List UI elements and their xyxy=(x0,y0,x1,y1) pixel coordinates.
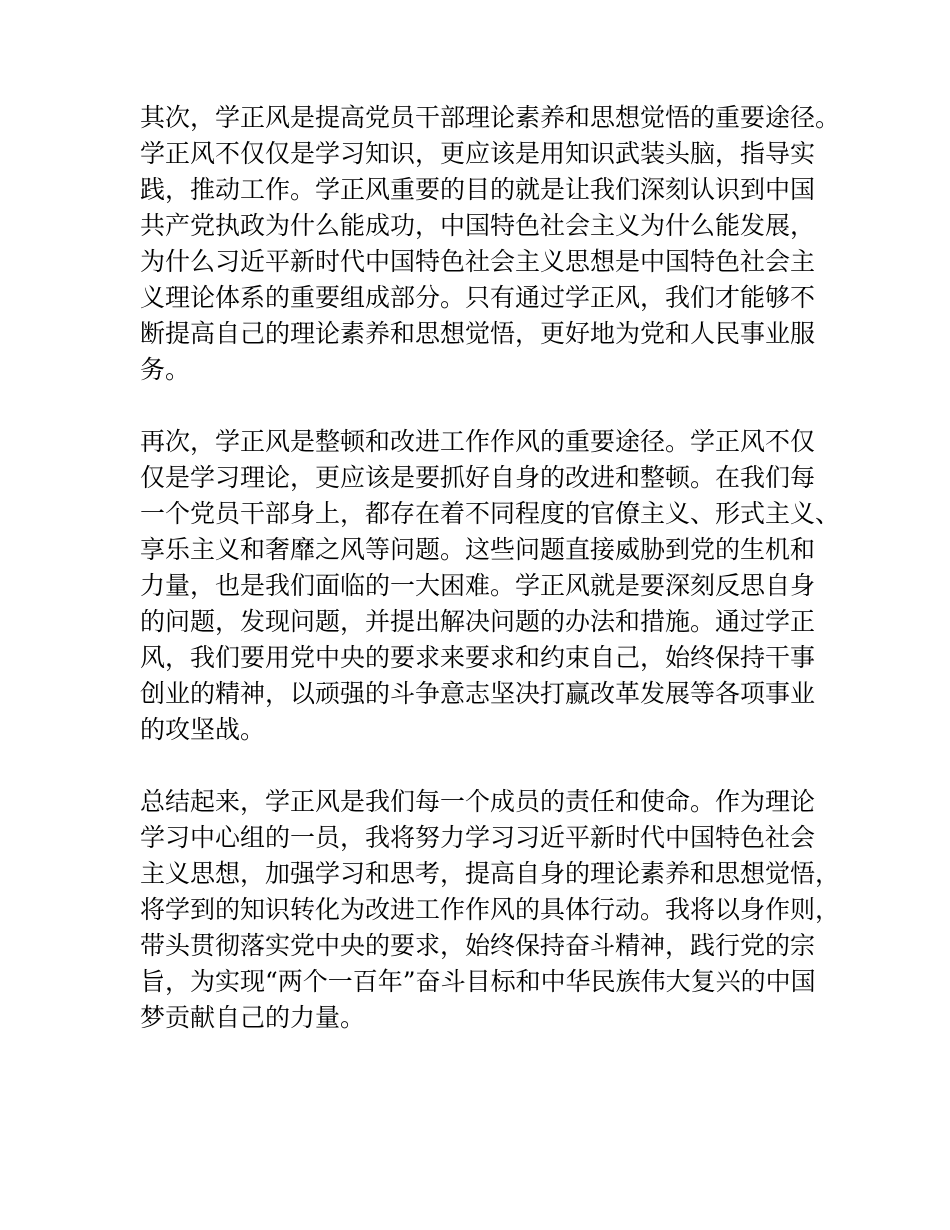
text-line: 为什么习近平新时代中国特色社会主义思想是中国特色社会主 xyxy=(140,247,816,276)
paragraph-2 xyxy=(140,424,840,748)
text-line: 共产党执政为什么能成功，中国特色社会主义为什么能发展， xyxy=(140,211,816,240)
text-line: 风，我们要用党中央的要求来要求和约束自己，始终保持干事 xyxy=(140,643,816,672)
text-line: 一个党员干部身上，都存在着不同程度的官僚主义、形式主义、 xyxy=(140,499,841,528)
text-line: 务。 xyxy=(140,355,191,384)
paragraph-1 xyxy=(140,100,840,388)
text-line: 将学到的知识转化为改进工作作风的具体行动。我将以身作则， xyxy=(140,895,841,924)
text-line: 其次，学正风是提高党员干部理论素养和思想觉悟的重要途径。 xyxy=(140,103,841,132)
text-line: 带头贯彻落实党中央的要求，始终保持奋斗精神，践行党的宗 xyxy=(140,931,816,960)
text-line: 义理论体系的重要组成部分。只有通过学正风，我们才能够不 xyxy=(140,283,816,312)
document-body xyxy=(140,100,840,1072)
text-line: 践，推动工作。学正风重要的目的就是让我们深刻认识到中国 xyxy=(140,175,816,204)
text-line: 创业的精神，以顽强的斗争意志坚决打赢改革发展等各项事业 xyxy=(140,679,816,708)
text-line: 旨，为实现“两个一百年”奋斗目标和中华民族伟大复兴的中国 xyxy=(140,967,816,996)
text-line: 的攻坚战。 xyxy=(140,715,266,744)
text-line: 享乐主义和奢靡之风等问题。这些问题直接威胁到党的生机和 xyxy=(140,535,816,564)
text-line: 总结起来，学正风是我们每一个成员的责任和使命。作为理论 xyxy=(140,787,816,816)
text-line: 的问题，发现问题，并提出解决问题的办法和措施。通过学正 xyxy=(140,607,816,636)
text-line: 学习中心组的一员，我将努力学习习近平新时代中国特色社会 xyxy=(140,823,816,852)
paragraph-3 xyxy=(140,784,840,1036)
text-line: 梦贡献自己的力量。 xyxy=(140,1003,366,1032)
text-line: 学正风不仅仅是学习知识，更应该是用知识武装头脑，指导实 xyxy=(140,139,816,168)
text-line: 仅是学习理论，更应该是要抓好自身的改进和整顿。在我们每 xyxy=(140,463,816,492)
text-line: 再次，学正风是整顿和改进工作作风的重要途径。学正风不仅 xyxy=(140,427,816,456)
text-line: 主义思想，加强学习和思考，提高自身的理论素养和思想觉悟， xyxy=(140,859,841,888)
text-line: 力量，也是我们面临的一大困难。学正风就是要深刻反思自身 xyxy=(140,571,816,600)
text-line: 断提高自己的理论素养和思想觉悟，更好地为党和人民事业服 xyxy=(140,319,816,348)
